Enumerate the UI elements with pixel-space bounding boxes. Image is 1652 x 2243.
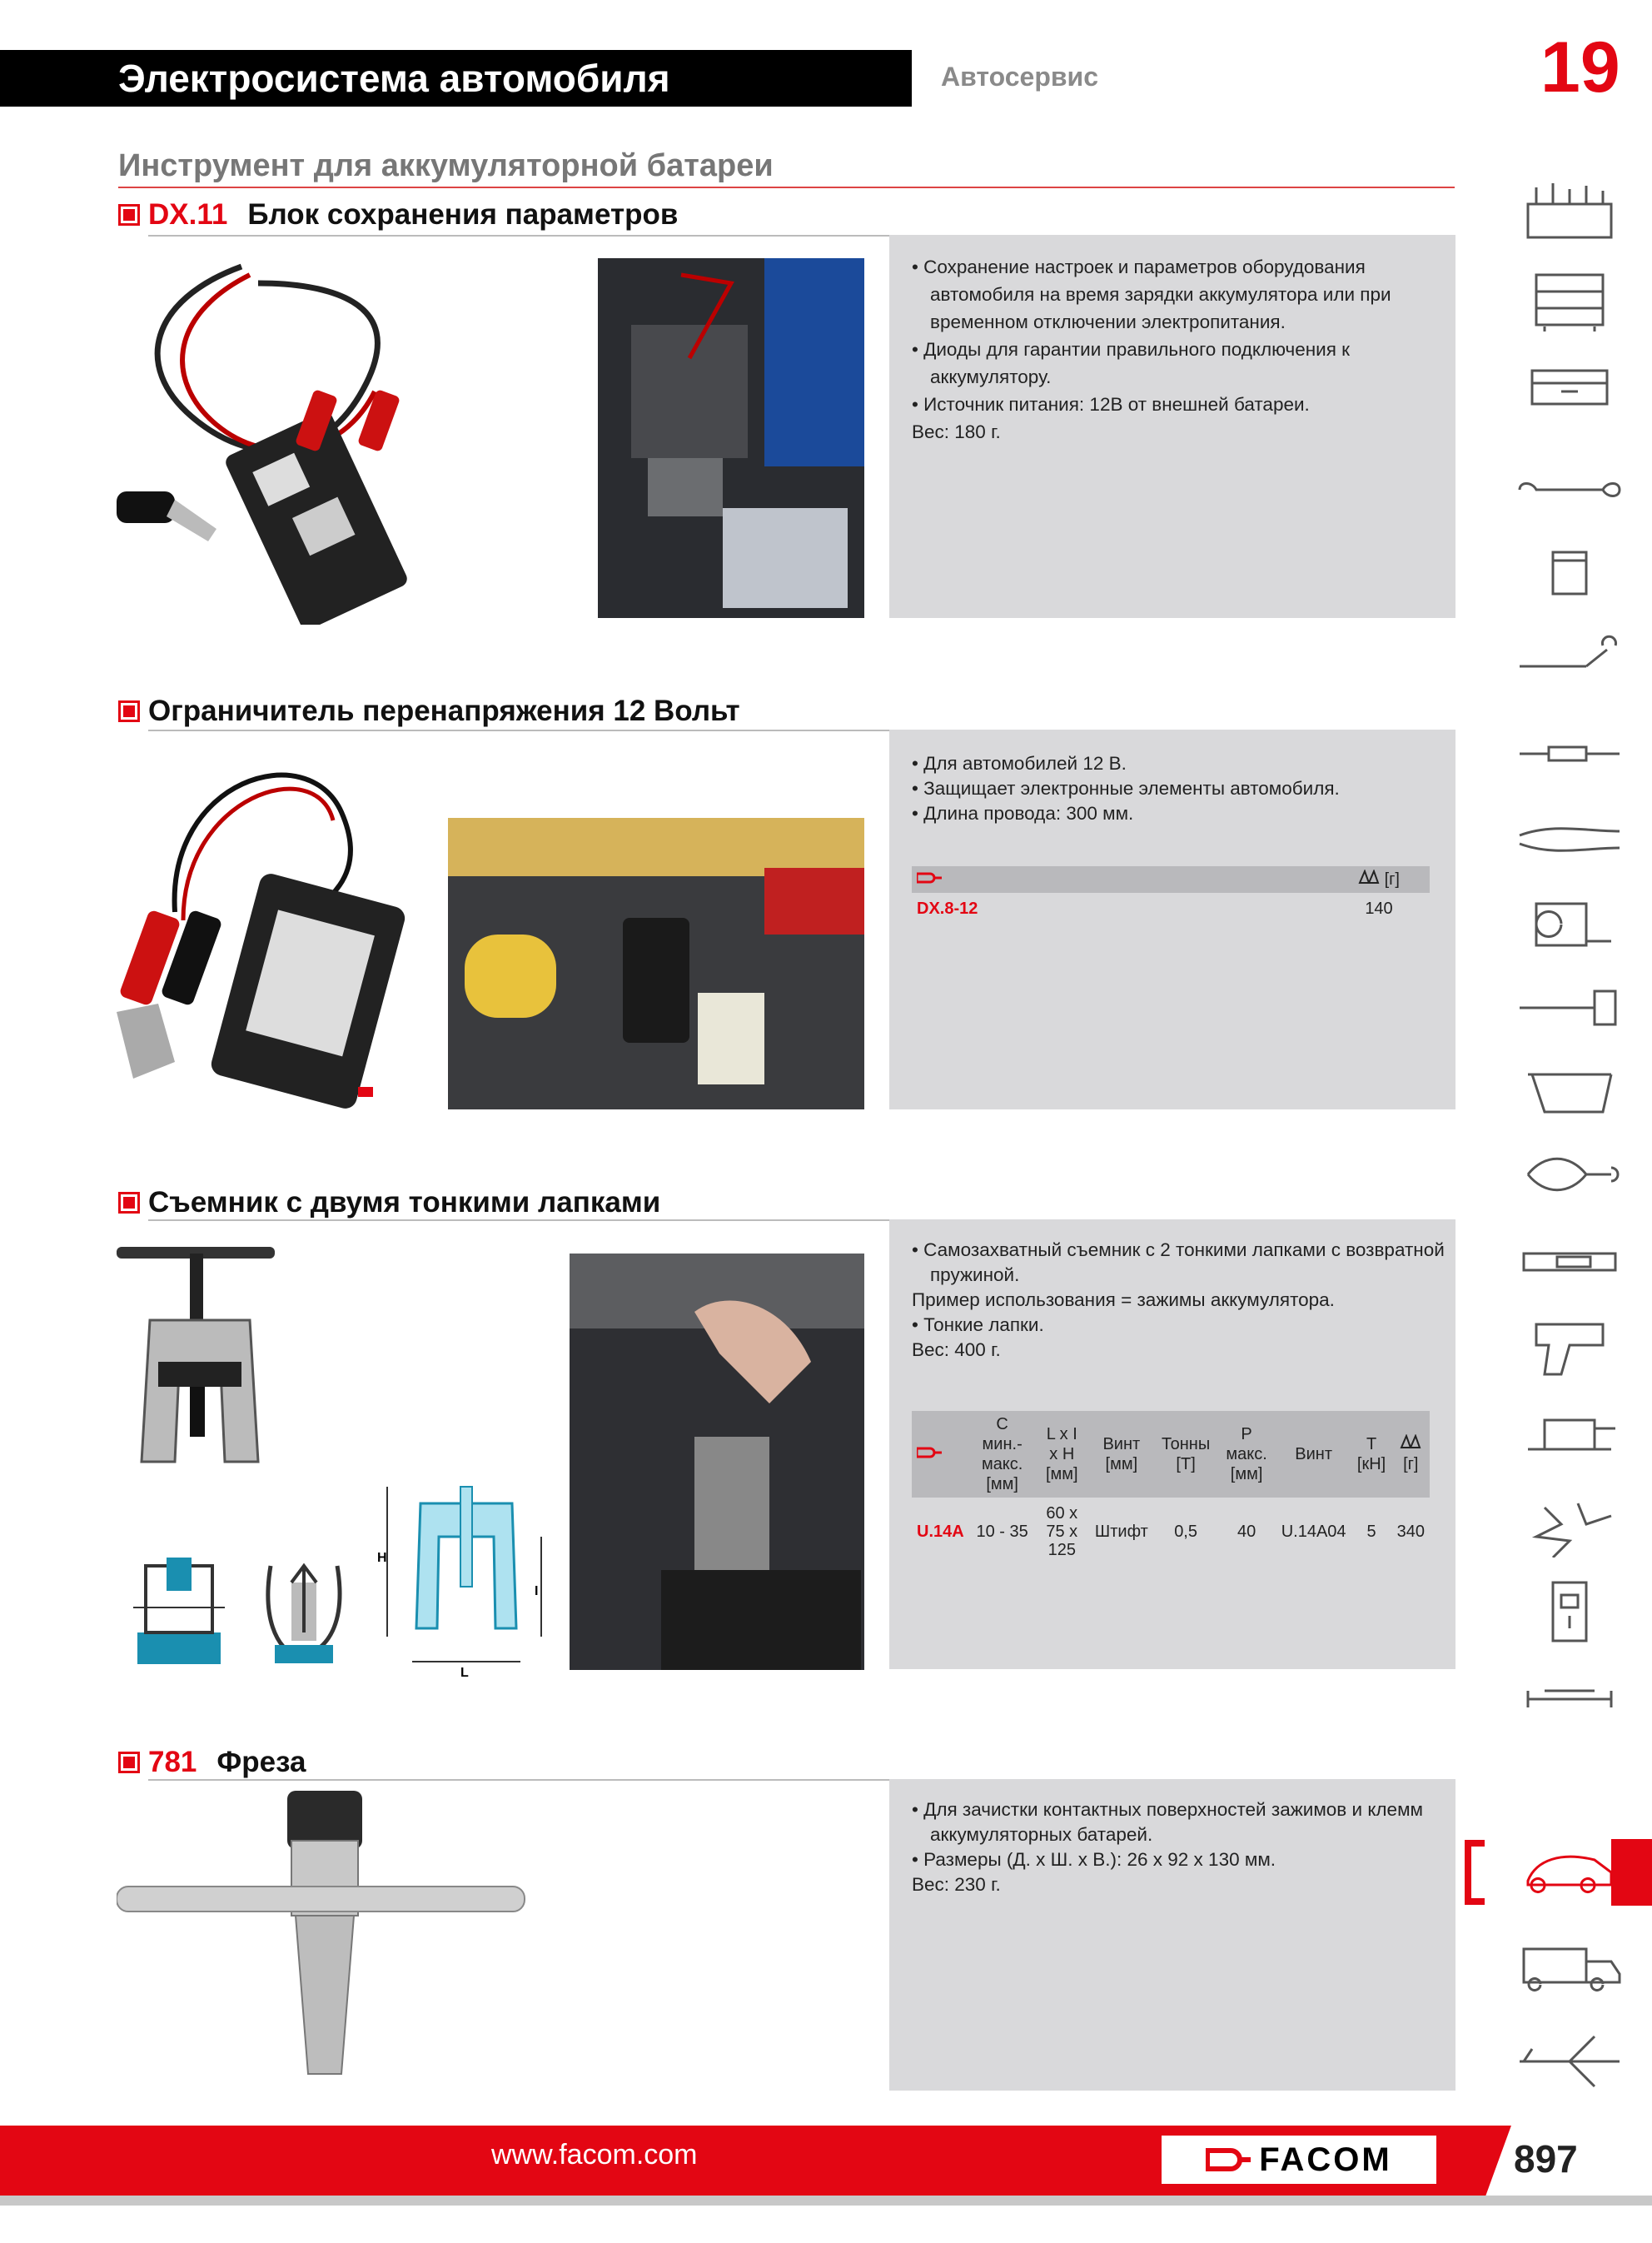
desc-line: Вес: 400 г. <box>912 1339 1001 1360</box>
table-header-row <box>912 1411 1430 1498</box>
table-cell: 5 <box>1366 1523 1376 1541</box>
desc-line: временном отключении электропитания. <box>930 312 1286 332</box>
tool-box-icon[interactable] <box>1511 179 1628 246</box>
weight-cell: 140 <box>1365 900 1393 918</box>
hammer-icon[interactable] <box>1511 974 1628 1041</box>
socket-icon[interactable] <box>1511 540 1628 606</box>
dimension-label-l: L <box>460 1666 469 1678</box>
bullet-square-icon <box>118 204 140 226</box>
desc-line: • Самозахватный съемник с 2 тонкими лапками с возвратной <box>912 1239 1445 1260</box>
bullet-square-icon <box>118 700 140 722</box>
surge-limiter-application-photo <box>448 818 864 1109</box>
product-name: Съемник с двумя тонкими лапками <box>148 1186 661 1219</box>
page-number: 897 <box>1514 2137 1578 2181</box>
active-category-indicator <box>1611 1839 1652 1906</box>
impact-wrench-icon[interactable] <box>1511 1312 1628 1378</box>
product-name: Фреза <box>216 1746 306 1778</box>
footer-website-link[interactable]: www.facom.com <box>491 2139 698 2171</box>
brand-name: FACOM <box>1259 2141 1392 2178</box>
cutter-description <box>912 1797 1445 1897</box>
chapter-number: 19 <box>1540 27 1620 107</box>
product-heading-dx11 <box>118 198 678 232</box>
reference-icon <box>917 871 942 885</box>
truck-icon[interactable] <box>1511 1932 1628 1999</box>
table-cell: 60 x 75 x 125 <box>1046 1504 1078 1559</box>
puller-spec-table <box>912 1411 1430 1566</box>
puller-dimension-diagram <box>371 1478 558 1678</box>
desc-line: • Сохранение настроек и параметров оборудования <box>912 257 1366 277</box>
table-cell: 0,5 <box>1174 1523 1197 1541</box>
desc-line: • Размеры (Д. x Ш. x В.): 26 x 92 x 130 мм. <box>912 1849 1276 1870</box>
puller-product-photo <box>117 1237 283 1470</box>
desc-line: пружиной. <box>930 1264 1020 1285</box>
section-title: Инструмент для аккумуляторной батареи <box>118 148 774 183</box>
dimension-label-h: H <box>377 1551 387 1565</box>
desc-line: • Источник питания: 12В от внешней батареи. <box>912 394 1310 415</box>
table-cell: Штифт <box>1094 1523 1148 1541</box>
desc-line: • Для автомобилей 12 В. <box>912 753 1127 774</box>
combination-wrench-icon[interactable] <box>1511 456 1628 523</box>
desc-line: • Защищает электронные элементы автомобиля. <box>912 778 1340 799</box>
puller-usage-diagram-1 <box>129 1549 229 1666</box>
product-name: Блок сохранения параметров <box>247 198 679 231</box>
tool-drawer-icon[interactable] <box>1511 354 1628 421</box>
desc-line: автомобиля на время зарядки аккумулятора или при <box>930 284 1391 305</box>
weight-column-header: [г] <box>1392 1411 1430 1498</box>
table-cell: 10 - 35 <box>976 1523 1028 1541</box>
column-header: Винт [мм] <box>1088 1411 1155 1498</box>
desc-line: Пример использования = зажимы аккумулятора. <box>912 1289 1335 1310</box>
airplane-icon[interactable] <box>1511 2024 1628 2091</box>
code-column-header <box>912 866 1328 893</box>
dimension-label-i: I <box>535 1584 539 1598</box>
product-heading-781 <box>118 1746 306 1779</box>
desc-line: • Диоды для гарантии правильного подключения к <box>912 339 1351 360</box>
product-name: Ограничитель перенапряжения 12 Вольт <box>148 695 740 727</box>
safety-icon[interactable] <box>1511 1491 1628 1558</box>
column-header: P макс. [мм] <box>1217 1411 1276 1498</box>
product-code-cell: U.14A <box>917 1523 964 1541</box>
active-category-bracket <box>1464 1839 1580 1906</box>
dx11-product-photo <box>117 250 475 625</box>
dx11-application-photo <box>598 258 864 618</box>
table-cell: 40 <box>1237 1523 1256 1541</box>
vise-icon[interactable] <box>1511 1399 1628 1466</box>
desc-line: • Для зачистки контактных поверхностей зажимов и клемм <box>912 1799 1424 1820</box>
ratchet-icon[interactable] <box>1511 633 1628 700</box>
product-code: DX.11 <box>148 198 228 231</box>
page-title: Электросистема автомобиля <box>118 57 670 100</box>
surge-description <box>912 751 1445 826</box>
roller-cabinet-icon[interactable] <box>1511 267 1628 333</box>
facom-emblem-icon <box>1206 2147 1251 2172</box>
desc-line: • Тонкие лапки. <box>912 1314 1044 1335</box>
clamp-icon[interactable] <box>1511 1666 1628 1732</box>
desc-line: Вес: 180 г. <box>912 421 1001 442</box>
product-code-cell: DX.8-12 <box>917 900 978 918</box>
column-header: L x I x H [мм] <box>1036 1411 1088 1498</box>
weight-icon <box>1358 870 1380 885</box>
page-subtitle: Автосервис <box>941 62 1099 92</box>
voltage-tester-icon[interactable] <box>1511 1229 1628 1295</box>
desc-line: аккумуляторных батарей. <box>930 1824 1153 1845</box>
electrical-icon[interactable] <box>1511 1578 1628 1645</box>
product-heading-surge <box>118 695 740 728</box>
code-column-header <box>912 1411 969 1498</box>
pliers-icon[interactable] <box>1511 806 1628 873</box>
puller-description <box>912 1238 1445 1363</box>
screwdriver-icon[interactable] <box>1511 720 1628 787</box>
surge-spec-table <box>912 866 1430 925</box>
dx11-description <box>912 253 1445 446</box>
footer-strip <box>0 2196 1652 2206</box>
column-header: Тонны [Т] <box>1155 1411 1217 1498</box>
bullet-square-icon <box>118 1752 140 1773</box>
tape-measure-icon[interactable] <box>1511 891 1628 958</box>
table-row <box>912 893 1430 925</box>
product-heading-puller <box>118 1186 660 1219</box>
table-header-row <box>912 866 1430 893</box>
cutter-product-photo <box>117 1791 533 2086</box>
facom-logo <box>1162 2136 1436 2184</box>
column-header: Винт <box>1276 1411 1351 1498</box>
section-divider <box>118 187 1455 188</box>
puller-icon[interactable] <box>1511 1141 1628 1208</box>
desc-line: • Длина провода: 300 мм. <box>912 803 1134 824</box>
hacksaw-icon[interactable] <box>1511 1058 1628 1124</box>
product-code: 781 <box>148 1746 197 1778</box>
weight-cell: 340 <box>1396 1523 1425 1541</box>
weight-column-header: [г] <box>1328 866 1430 893</box>
table-row <box>912 1498 1430 1566</box>
surge-limiter-product-photo <box>117 745 416 1112</box>
puller-usage-diagram-2 <box>258 1549 350 1666</box>
desc-line: аккумулятору. <box>930 366 1052 387</box>
column-header: T [кН] <box>1351 1411 1392 1498</box>
weight-icon <box>1400 1434 1421 1449</box>
table-cell: U.14A04 <box>1281 1523 1346 1541</box>
puller-application-photo <box>570 1254 864 1670</box>
reference-icon <box>917 1446 942 1459</box>
desc-line: Вес: 230 г. <box>912 1874 1001 1895</box>
column-header: С мин.- макс. [мм] <box>969 1411 1036 1498</box>
bullet-square-icon <box>118 1192 140 1214</box>
